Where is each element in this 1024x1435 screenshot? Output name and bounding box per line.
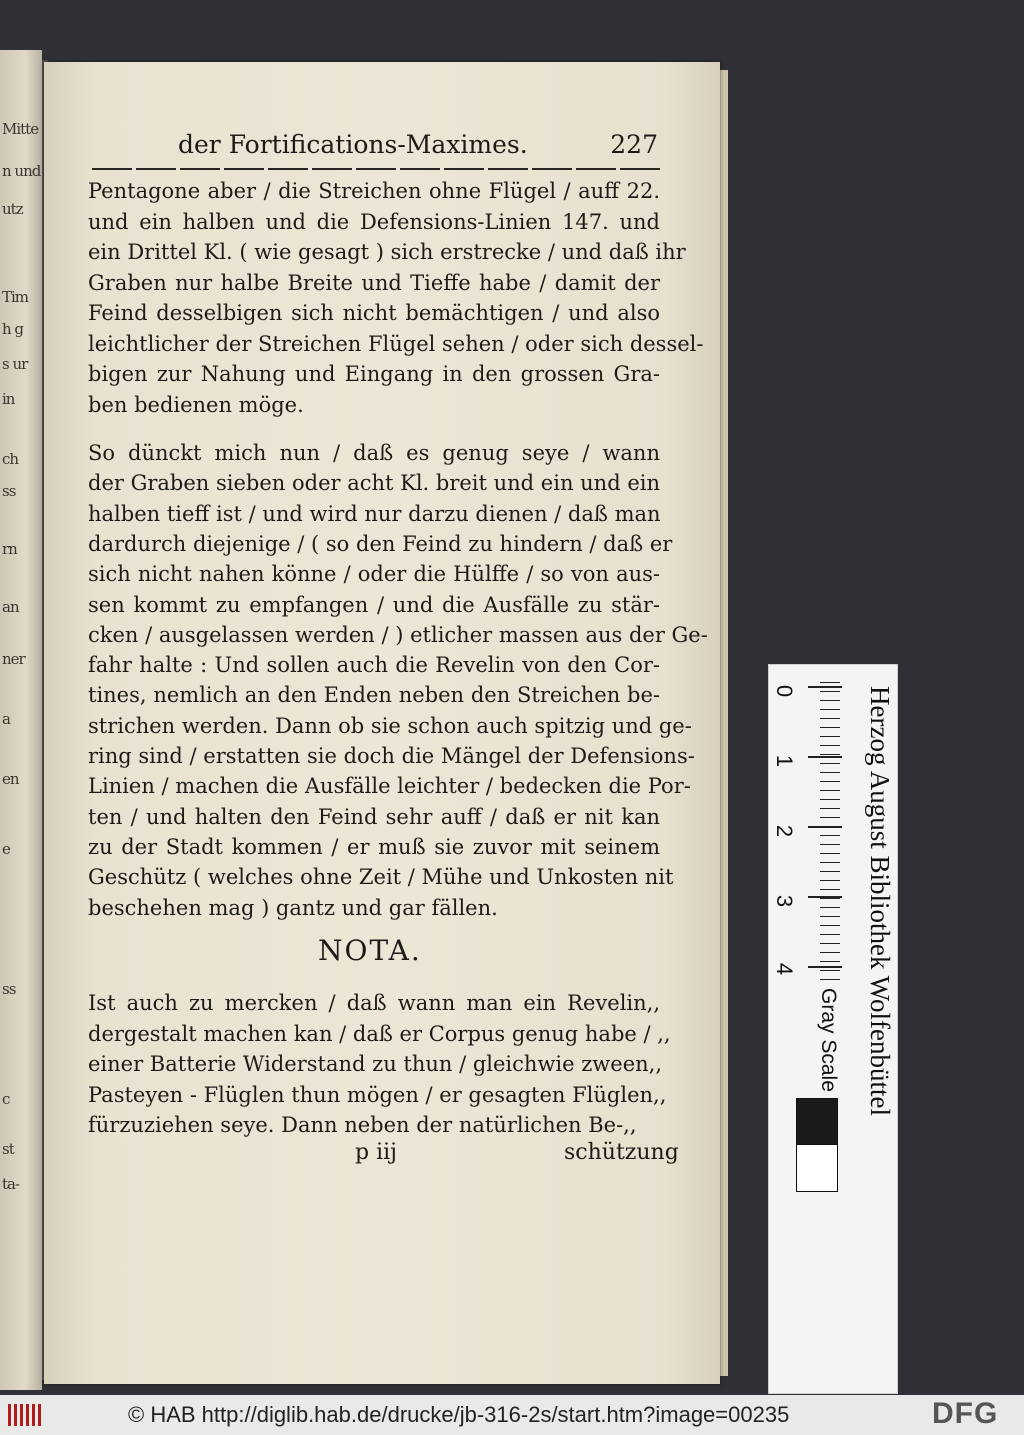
- text-line: ten / und halten den Feind sehr auff / daß er nit kan: [88, 804, 660, 829]
- page-number: 227: [610, 130, 658, 159]
- text-line: dardurch diejenige / ( so den Feind zu hindern / daß er: [88, 531, 673, 556]
- left-neighbour-page: [0, 50, 42, 1390]
- text-line: Ist auch zu mercken / daß wann man ein Revelin,,: [88, 991, 660, 1015]
- left-page-fragment: utz: [2, 200, 23, 218]
- left-page-fragment: ss: [2, 482, 16, 500]
- text-line: Linien / machen die Ausfälle leichter / bedecken die Por-: [88, 774, 691, 799]
- left-page-fragment: n und: [2, 162, 41, 180]
- ruler-major-tick: [808, 756, 842, 758]
- text-line: cken / ausgelassen werden / ) etlicher massen aus der Ge-: [88, 622, 708, 647]
- text-line: dergestalt machen kan / daß er Corpus genug habe / ,,: [88, 1021, 671, 1046]
- left-page-fragment: rn: [2, 540, 17, 558]
- text-line: Feind desselbigen sich nicht bemächtigen / und also: [88, 301, 660, 325]
- text-line: Pasteyen - Flüglen thun mögen / er gesagten Flüglen,,: [88, 1082, 667, 1107]
- left-page-fragment: st: [2, 1140, 14, 1158]
- institution-label: Herzog August Bibliothek Wolfenbüttel: [865, 686, 895, 1117]
- left-page-fragment: in: [2, 390, 15, 408]
- signature-mark: p iij: [355, 1140, 397, 1165]
- text-line: strichen werden. Dann ob sie schon auch spitzig und ge-: [88, 713, 692, 738]
- hab-logo-icon: [6, 1400, 46, 1430]
- copyright-url[interactable]: © HAB http://diglib.hab.de/drucke/jb-316-2s/start.htm?image=00235: [128, 1402, 790, 1427]
- ruler-major-tick: [808, 896, 842, 898]
- left-page-fragment: e: [2, 840, 10, 858]
- ruler-major-tick: [808, 966, 842, 968]
- text-line: leichtlicher der Streichen Flügel sehen / oder sich dessel-: [88, 331, 704, 356]
- catchword: schützung: [564, 1140, 679, 1165]
- ruler-number: 3: [772, 894, 797, 908]
- text-line: sich nicht nahen könne / oder die Hülffe / so von aus-: [88, 562, 660, 587]
- gray-scale-label: Gray Scale: [817, 988, 840, 1092]
- text-line: einer Batterie Widerstand zu thun / gleichwie zween,,: [88, 1052, 663, 1076]
- ruler-number: 1: [772, 754, 797, 768]
- left-page-fragment: ss: [2, 980, 16, 998]
- left-page-fragment: ner: [2, 650, 25, 668]
- ruler-number: 4: [772, 962, 797, 976]
- text-line: halben tieff ist / und wird nur darzu dienen / daß man: [88, 501, 661, 526]
- left-page-fragment: en: [2, 770, 19, 788]
- left-page-fragment: ta-: [2, 1175, 20, 1193]
- text-line: Pentagone aber / die Streichen ohne Flügel / auff 22.: [88, 179, 660, 203]
- running-title: der Fortifications-Maximes.: [178, 130, 528, 159]
- text-line: und ein halben und die Defensions-Linien 147. und: [88, 209, 660, 234]
- gray-swatch-black: [796, 1098, 838, 1146]
- left-page-fragment: s ur: [2, 355, 28, 373]
- ruler-number: 0: [772, 684, 797, 698]
- text-line: fahr halte : Und sollen auch die Revelin von den Cor-: [88, 653, 660, 678]
- left-page-fragment: a: [2, 710, 10, 728]
- text-line: ein Drittel Kl. ( wie gesagt ) sich erstrecke / und daß ihr: [88, 240, 686, 264]
- text-line: ben bedienen möge.: [88, 392, 304, 417]
- text-line: bigen zur Nahung und Eingang in den grossen Gra-: [88, 362, 660, 386]
- left-page-fragment: Tim: [2, 288, 29, 306]
- header-rule: [92, 168, 660, 170]
- left-page-fragment: ch: [2, 450, 19, 468]
- dfg-logo: DFG: [932, 1397, 999, 1430]
- left-page-fragment: Mitte: [2, 120, 39, 138]
- text-line: fürzuziehen seye. Dann neben der natürlichen Be-,,: [88, 1113, 637, 1137]
- text-line: Geschütz ( welches ohne Zeit / Mühe und Unkosten nit: [88, 865, 674, 890]
- text-line: sen kommt zu empfangen / und die Ausfälle zu stär-: [88, 592, 660, 617]
- text-line: So dünckt mich nun / daß es genug seye / wann: [88, 441, 660, 465]
- gray-swatch-white: [796, 1144, 838, 1192]
- ruler-major-tick: [808, 686, 842, 688]
- text-line: tines, nemlich an den Enden neben den Streichen be-: [88, 683, 660, 708]
- text-line: Graben nur halbe Breite und Tieffe habe / damit der: [88, 270, 660, 295]
- left-page-fragment: an: [2, 598, 19, 616]
- ruler-ticks: [800, 682, 840, 982]
- ruler-number: 2: [772, 824, 797, 838]
- left-page-fragment: h g: [2, 320, 24, 338]
- text-line: ring sind / erstatten sie doch die Mängel der Defensions-: [88, 744, 695, 768]
- text-line: der Graben sieben oder acht Kl. breit und ein und ein: [88, 471, 660, 496]
- running-header: [178, 130, 658, 166]
- text-line: beschehen mag ) gantz und gar fällen.: [88, 895, 498, 920]
- nota-heading: NOTA.: [318, 934, 422, 967]
- text-line: zu der Stadt kommen / er muß sie zuvor mit seinem: [88, 834, 660, 859]
- ruler-major-tick: [808, 826, 842, 828]
- left-page-fragment: c: [2, 1090, 10, 1108]
